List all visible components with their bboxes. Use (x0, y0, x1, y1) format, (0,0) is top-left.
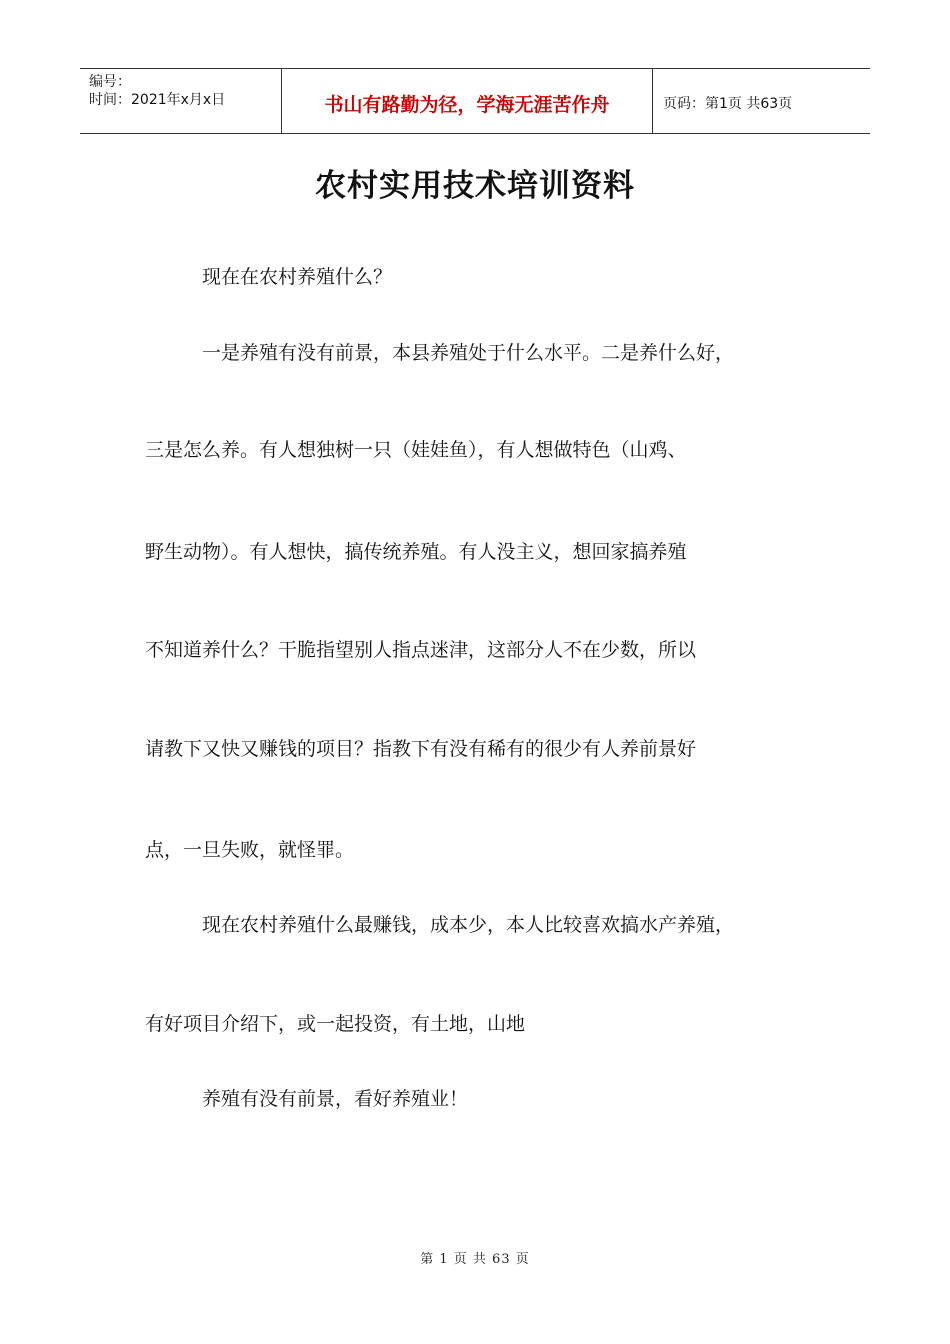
page-footer: 第 1 页 共 63 页 (420, 1252, 530, 1267)
paragraph-line: 现在在农村养殖什么？ (202, 266, 393, 288)
header-page-info: 页码：第1页 共63页 (663, 96, 793, 112)
header-motto: 书山有路勤为径，学海无涯苦作舟 (282, 69, 653, 133)
header-meta (80, 69, 282, 133)
page-header (80, 68, 870, 134)
time-label: 时间：2021年x月x日 (89, 92, 226, 108)
paragraph-line: 不知道养什么？干脆指望别人指点迷津，这部分人不在少数，所以 (145, 639, 697, 661)
paragraph-line: 点，一旦失败，就怪罪。 (145, 839, 355, 861)
paragraph-line: 养殖有没有前景，看好养殖业！ (202, 1088, 469, 1110)
serial-label: 编号： (89, 74, 131, 90)
paragraph-line: 请教下又快又赚钱的项目？指教下有没有稀有的很少有人养前景好 (145, 738, 697, 760)
paragraph-line: 野生动物）。有人想快，搞传统养殖。有人没主义，想回家搞养殖 (145, 541, 687, 563)
paragraph-line: 现在农村养殖什么最赚钱，成本少，本人比较喜欢搞水产养殖， (202, 914, 735, 936)
paragraph-line: 有好项目介绍下，或一起投资，有土地，山地 (145, 1013, 526, 1035)
paragraph-line: 一是养殖有没有前景，本县养殖处于什么水平。二是养什么好， (202, 342, 735, 364)
document-title: 农村实用技术培训资料 (315, 168, 635, 204)
paragraph-line: 三是怎么养。有人想独树一只（娃娃鱼），有人想做特色（山鸡、 (145, 439, 687, 461)
